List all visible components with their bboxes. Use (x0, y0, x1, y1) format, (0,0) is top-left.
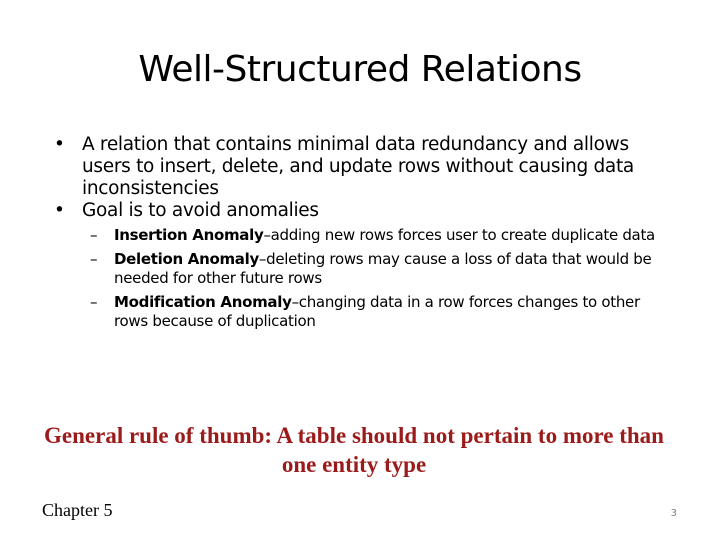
sub-bullet-marker: – (90, 293, 98, 311)
sub-bullet-marker: – (90, 226, 98, 244)
chapter-footer: Chapter 5 (42, 500, 113, 520)
anomaly-term: Modification Anomaly (114, 293, 292, 311)
sub-bullet-marker: – (90, 250, 98, 268)
bullet-text: Goal is to avoid anomalies (82, 200, 319, 221)
bullet-relation-definition (54, 134, 674, 200)
sub-bullet-insertion-anomaly (82, 226, 674, 245)
sub-bullet-deletion-anomaly (82, 250, 674, 288)
anomaly-description: –changing data in a row forces changes to other rows because of duplication (114, 293, 640, 330)
anomaly-description: –deleting rows may cause a loss of data that would be needed for other future rows (114, 250, 652, 287)
anomaly-description: –adding new rows forces user to create duplicate data (263, 226, 655, 244)
rule-of-thumb: General rule of thumb: A table should not pertain to more than one entity type (44, 423, 664, 477)
anomaly-term: Insertion Anomaly (114, 226, 264, 244)
page-number: 3 (670, 508, 677, 519)
bullet-marker: • (54, 200, 65, 221)
anomaly-term: Deletion Anomaly (114, 250, 259, 268)
slide-body (54, 134, 674, 336)
sub-bullet-modification-anomaly (82, 293, 674, 331)
bullet-marker: • (54, 134, 65, 155)
anomaly-list (82, 226, 674, 331)
bullet-text: A relation that contains minimal data redundancy and allows users to insert, delete, and update rows without causing data inconsistencies (82, 134, 634, 199)
bullet-goal (54, 200, 674, 222)
slide-title: Well-Structured Relations (138, 49, 582, 90)
